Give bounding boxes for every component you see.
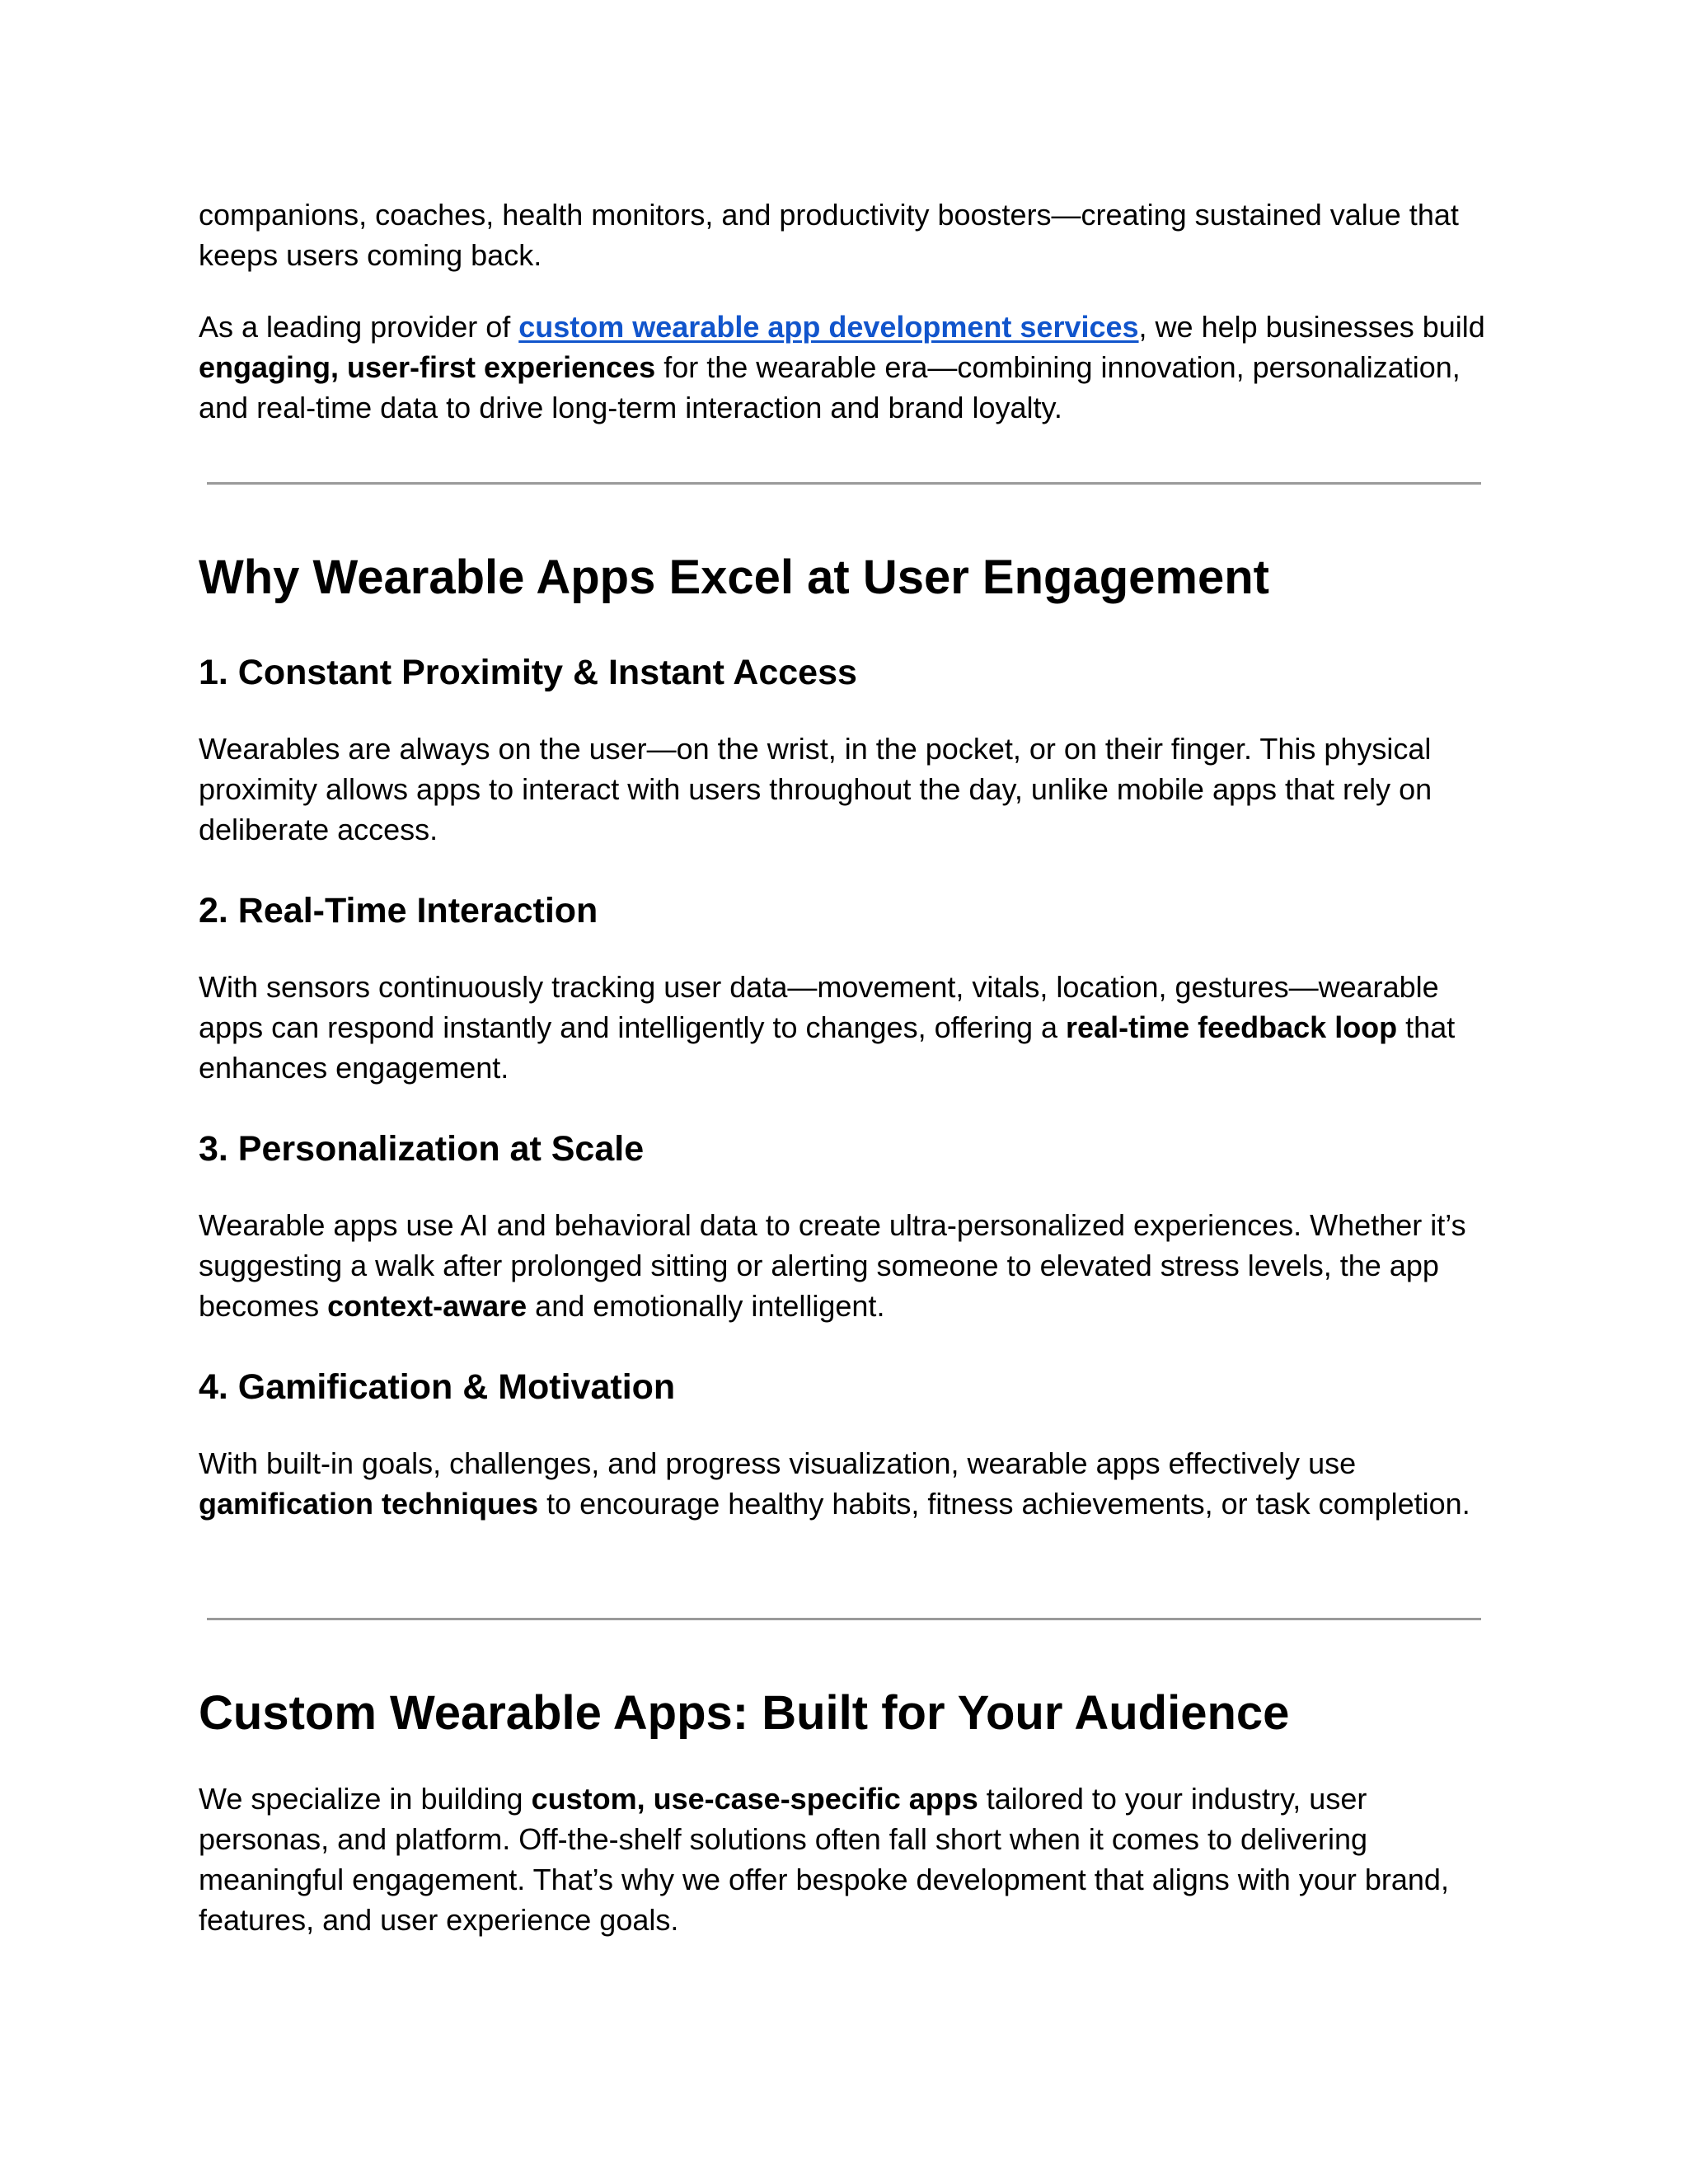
item-1-paragraph (199, 729, 1489, 850)
item-2-paragraph (199, 967, 1489, 1088)
intro-p2-text-1: As a leading provider of (199, 310, 519, 344)
intro-p2-bold: engaging, user-first experiences (199, 350, 656, 384)
item-4-bold: gamification techniques (199, 1487, 539, 1521)
item-3-text-1: Wearable apps use AI and behavioral data to create ultra-personalized experiences. Whether it’s suggesting a walk after prolonged sitting or alerting someone to elevated stress levels, the app becomes (199, 1208, 1466, 1323)
item-2-text-2: that enhances engagement. (199, 1010, 1456, 1085)
section-2-heading: Custom Wearable Apps: Built for Your Audience (199, 1686, 1290, 1740)
item-3-text-2: and emotionally intelligent. (527, 1289, 885, 1323)
item-2-bold: real-time feedback loop (1066, 1010, 1398, 1044)
intro-paragraph-2 (199, 307, 1489, 428)
intro-paragraph-1 (199, 194, 1489, 275)
section-2-paragraph (199, 1779, 1489, 1940)
item-2-heading: 2. Real-Time Interaction (199, 891, 598, 930)
item-1-heading: 1. Constant Proximity & Instant Access (199, 653, 857, 692)
section-2-text-2: tailored to your industry, user personas, and platform. Off-the-shelf solutions often fall short when it comes to delivering meaningful engagement. That’s why we offer bespoke development that aligns with your brand, features, and user experience goals. (199, 1782, 1449, 1937)
item-3-heading: 3. Personalization at Scale (199, 1129, 645, 1169)
section-1-heading: Why Wearable Apps Excel at User Engagement (199, 551, 1269, 604)
item-4-paragraph (199, 1443, 1489, 1524)
item-2-text-1: With sensors continuously tracking user data—movement, vitals, location, gestures—wearable apps can respond instantly and intelligently to changes, offering a (199, 970, 1439, 1044)
intro-p2-text-2: , we help businesses build (1138, 310, 1485, 344)
intro-p2-text-3: for the wearable era—combining innovation, personalization, and real-time data to drive long-term interaction and brand loyalty. (199, 350, 1461, 424)
horizontal-divider-1 (207, 482, 1481, 485)
services-link[interactable]: custom wearable app development services (518, 310, 1139, 344)
section-2-text-1: We specialize in building (199, 1782, 532, 1816)
intro-paragraph-1-text: companions, coaches, health monitors, and productivity boosters—creating sustained value that keeps users coming back. (199, 198, 1459, 272)
item-4-heading: 4. Gamification & Motivation (199, 1367, 676, 1407)
item-3-paragraph (199, 1205, 1489, 1326)
section-2-bold: custom, use-case-specific apps (531, 1782, 978, 1816)
item-1-text: Wearables are always on the user—on the wrist, in the pocket, or on their finger. This physical proximity allows apps to interact with users throughout the day, unlike mobile apps that rely on deliberate access. (199, 732, 1432, 846)
item-4-text-2: to encourage healthy habits, fitness achievements, or task completion. (538, 1487, 1470, 1521)
item-4-text-1: With built-in goals, challenges, and progress visualization, wearable apps effectively use (199, 1446, 1357, 1480)
horizontal-divider-2 (207, 1618, 1481, 1620)
item-3-bold: context-aware (327, 1289, 528, 1323)
